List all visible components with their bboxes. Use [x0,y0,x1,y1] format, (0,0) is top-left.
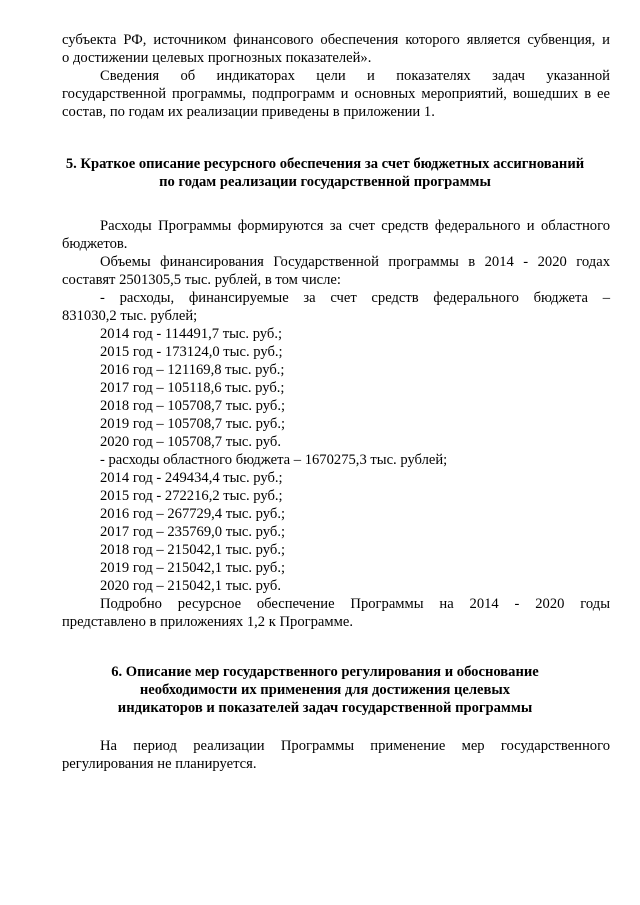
section-6-title: 6. Описание мер государственного регулирования и обоснование [111,664,539,680]
federal-year-item: 2020 год – 105708,7 тыс. руб. [100,434,281,450]
paragraph-line: представлено в приложениях 1,2 к Программе. [62,614,353,630]
federal-expenses-line: - расходы, финансируемые за счет средств федерального бюджета – [100,290,610,306]
regional-year-item: 2016 год – 267729,4 тыс. руб.; [100,506,286,522]
regional-year-item: 2015 год - 272216,2 тыс. руб.; [100,488,283,504]
intro-line: о достижении целевых прогнозных показателей». [62,50,372,66]
intro-line: государственной программы, подпрограмм и основных мероприятий, вошедших в ее [62,86,610,102]
regional-year-item: 2017 год – 235769,0 тыс. руб.; [100,524,286,540]
paragraph-line: регулирования не планируется. [62,756,257,772]
federal-year-item: 2015 год - 173124,0 тыс. руб.; [100,344,283,360]
regional-year-item: 2020 год – 215042,1 тыс. руб. [100,578,281,594]
regional-year-item: 2019 год – 215042,1 тыс. руб.; [100,560,286,576]
paragraph-line: бюджетов. [62,236,128,252]
paragraph-line: Расходы Программы формируются за счет средств федерального и областного [100,218,610,234]
section-6-title: необходимости их применения для достижения целевых [139,682,511,698]
paragraph-line: На период реализации Программы применение мер государственного [100,738,610,754]
regional-expenses-line: - расходы областного бюджета – 1670275,3 тыс. рублей; [100,452,448,468]
federal-expenses-line: 831030,2 тыс. рублей; [62,308,198,324]
federal-year-item: 2016 год – 121169,8 тыс. руб.; [100,362,285,378]
federal-year-item: 2019 год – 105708,7 тыс. руб.; [100,416,286,432]
paragraph-line: Подробно ресурсное обеспечение Программы на 2014 - 2020 годы [100,596,610,612]
regional-year-item: 2014 год - 249434,4 тыс. руб.; [100,470,283,486]
intro-line: состав, по годам их реализации приведены в приложении 1. [62,104,435,120]
federal-year-item: 2018 год – 105708,7 тыс. руб.; [100,398,286,414]
regional-year-item: 2018 год – 215042,1 тыс. руб.; [100,542,286,558]
section-5-title: 5. Краткое описание ресурсного обеспечения за счет бюджетных ассигнований [65,156,585,172]
federal-year-item: 2014 год - 114491,7 тыс. руб.; [100,326,283,342]
federal-year-item: 2017 год – 105118,6 тыс. руб.; [100,380,285,396]
intro-line: субъекта РФ, источником финансового обеспечения которого является субвенция, и [62,32,610,48]
paragraph-line: Объемы финансирования Государственной программы в 2014 - 2020 годах [100,254,610,270]
intro-line: Сведения об индикаторах цели и показателях задач указанной [100,68,610,84]
paragraph-line: составят 2501305,5 тыс. рублей, в том числе: [62,272,341,288]
section-5-title: по годам реализации государственной программы [159,174,491,190]
section-6-title: индикаторов и показателей задач государственной программы [117,700,533,716]
